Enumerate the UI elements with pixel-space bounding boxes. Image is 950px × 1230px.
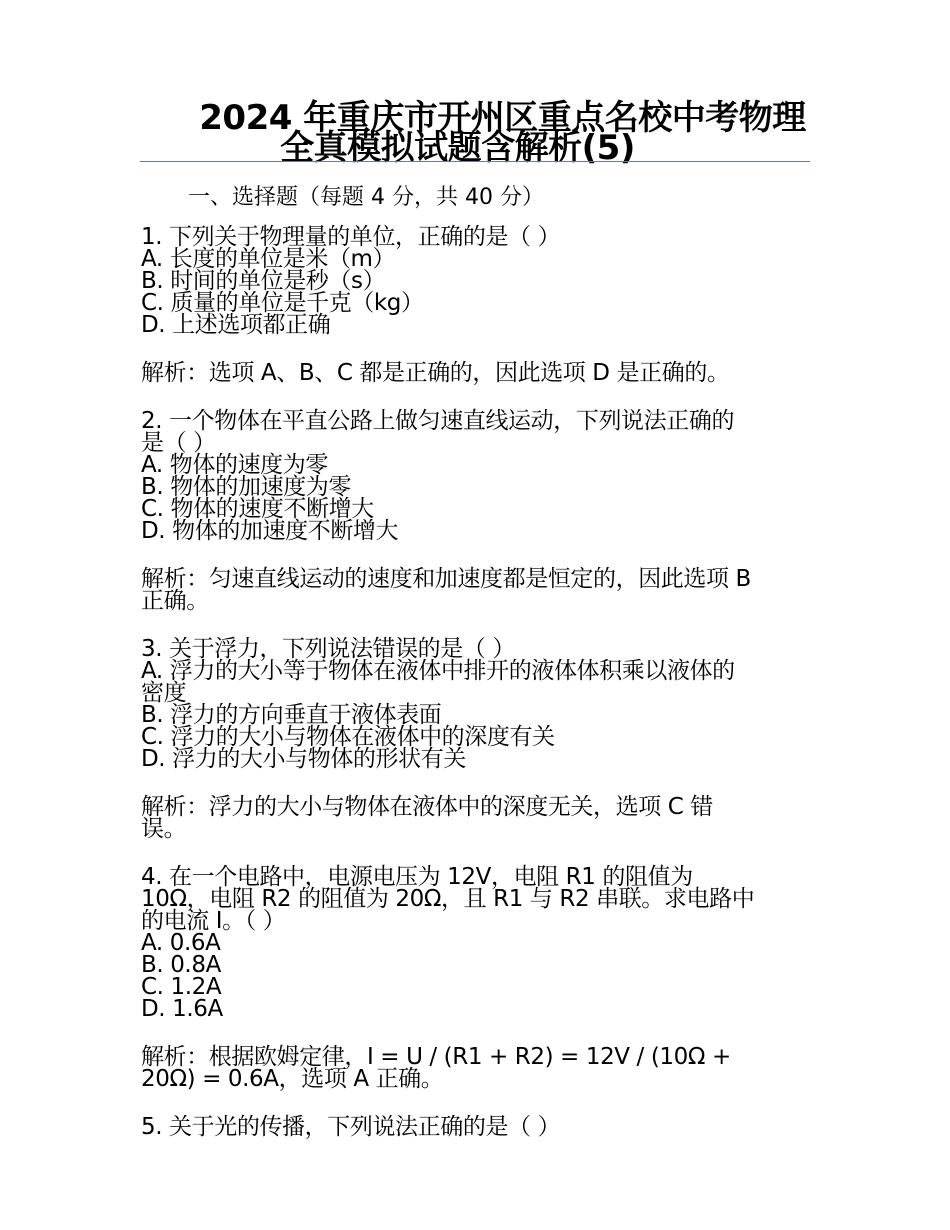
option-b: B. 物体的加速度为零: [141, 474, 352, 500]
question-1: [141, 226, 811, 336]
question-stem: 1. 下列关于物理量的单位，正确的是（ ）: [141, 224, 561, 250]
document-title: [140, 98, 815, 168]
explanation-text: 解析：选项 A、B、C 都是正确的，因此选项 D 是正确的。: [141, 360, 730, 386]
option-b: B. 0.8A: [141, 952, 221, 978]
question-stem-line: 是（ ）: [141, 430, 216, 456]
title-line-1: 2024 年重庆市开州区重点名校中考物理: [199, 98, 806, 138]
explanation-line: 误。: [141, 816, 187, 842]
option-a: A. 浮力的大小等于物体在液体中排开的液体体积乘以液体的: [141, 658, 735, 684]
option-a-continued: 密度: [141, 680, 187, 706]
question-5: [141, 1116, 811, 1138]
option-b: B. 时间的单位是秒（s）: [141, 268, 386, 294]
option-c: C. 浮力的大小与物体在液体中的深度有关: [141, 724, 555, 750]
question-stem-line: 4. 在一个电路中，电源电压为 12V，电阻 R1 的阻值为: [141, 864, 693, 890]
question-stem: 5. 关于光的传播，下列说法正确的是（ ）: [141, 1114, 561, 1140]
option-b: B. 浮力的方向垂直于液体表面: [141, 702, 442, 728]
option-d: D. 上述选项都正确: [141, 312, 331, 338]
option-d: D. 浮力的大小与物体的形状有关: [141, 746, 466, 772]
explanation-line: 20Ω) = 0.6A，选项 A 正确。: [141, 1066, 444, 1092]
explanation-line: 解析：浮力的大小与物体在液体中的深度无关，选项 C 错: [141, 794, 713, 820]
option-a: A. 0.6A: [141, 930, 221, 956]
title-divider: [140, 161, 810, 162]
question-list: [141, 226, 811, 1164]
question-3: [141, 638, 811, 770]
option-a: A. 长度的单位是米（m）: [141, 246, 396, 272]
question-stem: 3. 关于浮力，下列说法错误的是（ ）: [141, 636, 515, 662]
question-2: [141, 410, 811, 542]
explanation-4: [141, 1046, 811, 1090]
explanation-2: [141, 568, 811, 612]
option-a: A. 物体的速度为零: [141, 452, 328, 478]
option-c: C. 质量的单位是千克（kg）: [141, 290, 424, 316]
question-4: [141, 866, 811, 1020]
explanation-1: [141, 362, 811, 384]
explanation-line: 正确。: [141, 588, 209, 614]
explanation-line: 解析：根据欧姆定律，I = U / (R1 + R2) = 12V / (10Ω +: [141, 1044, 731, 1070]
question-stem-line: 2. 一个物体在平直公路上做匀速直线运动，下列说法正确的: [141, 408, 735, 434]
option-c: C. 物体的速度不断增大: [141, 496, 374, 522]
title-line-2: 全真模拟试题含解析(5): [280, 128, 635, 168]
option-d: D. 1.6A: [141, 996, 223, 1022]
question-stem-line: 10Ω，电阻 R2 的阻值为 20Ω，且 R1 与 R2 串联。求电路中: [141, 886, 755, 912]
option-c: C. 1.2A: [141, 974, 222, 1000]
option-d: D. 物体的加速度不断增大: [141, 518, 399, 544]
explanation-line: 解析：匀速直线运动的速度和加速度都是恒定的，因此选项 B: [141, 566, 751, 592]
section-heading: 一、选择题（每题 4 分，共 40 分）: [188, 185, 544, 210]
question-stem-line: 的电流 I。（ ）: [141, 908, 286, 934]
explanation-3: [141, 796, 811, 840]
